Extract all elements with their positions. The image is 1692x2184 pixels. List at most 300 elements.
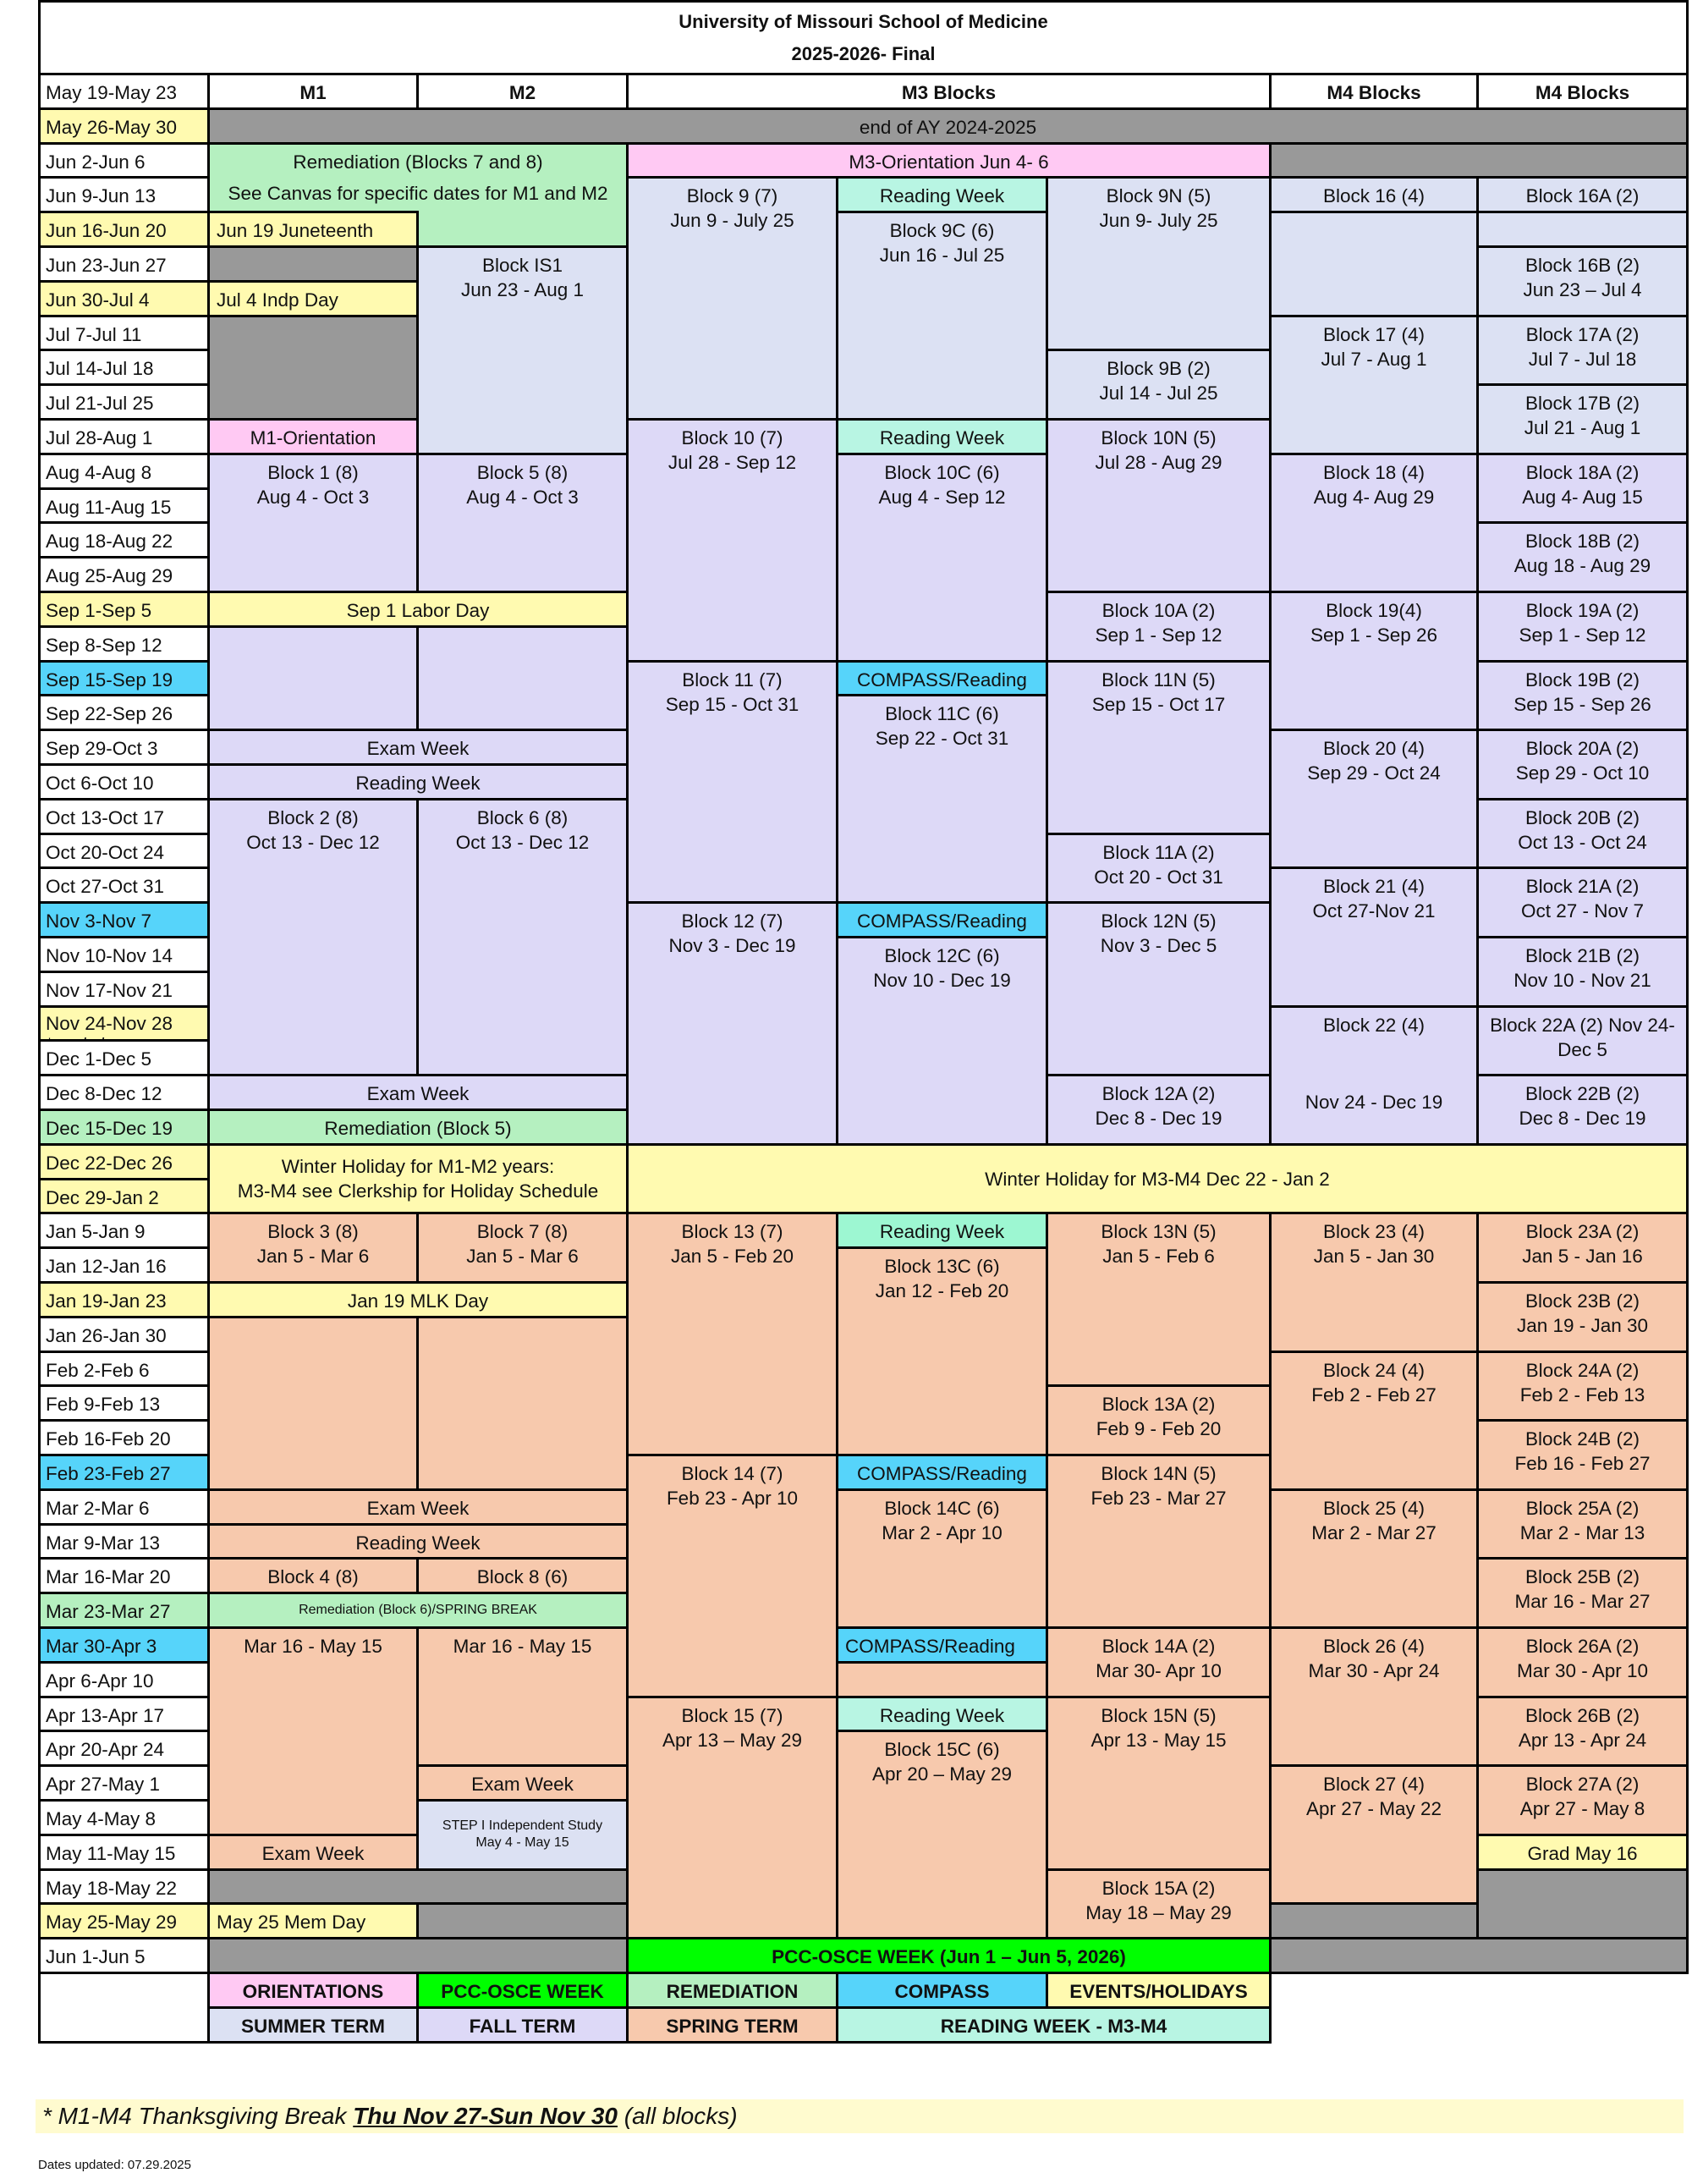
week-label-label: Aug 18-Aug 22 — [46, 531, 173, 553]
block-22a-label: Block 22A (2) Nov 24- Dec 5 — [1490, 1014, 1675, 1060]
block-25a — [1476, 1488, 1689, 1560]
week-label-label: Jun 2-Jun 6 — [46, 151, 146, 173]
block-18a-dates: Aug 4- Aug 15 — [1522, 486, 1643, 508]
pcc-osce-week-label: PCC-OSCE WEEK (Jun 1 – Jun 5, 2026) — [772, 1946, 1126, 1968]
block-12a — [1046, 1074, 1272, 1146]
reading-week-label: Reading Week — [355, 773, 481, 794]
block-9b — [1046, 349, 1272, 421]
block-23a-dates: Jan 5 - Jan 16 — [1522, 1246, 1643, 1268]
block-14n — [1046, 1454, 1272, 1629]
week-label — [38, 1730, 210, 1767]
week-label — [38, 1212, 210, 1249]
block-3 — [207, 1212, 419, 1284]
block-15-dates: Apr 13 – May 29 — [662, 1729, 803, 1751]
week-label-label: Sep 22-Sep 26 — [46, 703, 173, 725]
m4-summer-blank — [1269, 211, 1479, 316]
block-13-label: Block 13 (7) — [681, 1221, 783, 1243]
week-label-label: May 4-May 8 — [46, 1808, 157, 1829]
block-18a — [1476, 453, 1689, 525]
block-17b — [1476, 383, 1689, 455]
block-12a-dates: Dec 8 - Dec 19 — [1095, 1108, 1222, 1130]
week-label-label: Oct 20-Oct 24 — [46, 841, 165, 863]
week-label — [38, 245, 210, 283]
block-17-label: Block 17 (4) — [1322, 323, 1426, 345]
reading-week — [836, 176, 1048, 213]
block-25b-label: Block 25B (2) — [1524, 1566, 1640, 1588]
week-label-label: Jun 23-Jun 27 — [46, 255, 167, 276]
step1-study — [416, 1799, 629, 1871]
week-label — [38, 798, 210, 835]
block-19b — [1476, 660, 1689, 732]
week-label-label: Sep 29-Oct 3 — [46, 738, 158, 760]
block-25-dates: Mar 2 - Mar 27 — [1311, 1521, 1437, 1543]
block-11n-label: Block 11N (5) — [1101, 668, 1216, 690]
block-is1-label: Block IS1 — [481, 255, 563, 276]
block-16b — [1476, 245, 1689, 317]
week-label-label: Oct 27-Oct 31 — [46, 876, 165, 898]
block-11c-dates: Sep 22 - Oct 31 — [875, 728, 1009, 750]
week-label-label: Feb 16-Feb 20 — [46, 1428, 171, 1450]
legend-orientations-label: ORIENTATIONS — [242, 1981, 384, 2002]
block-14c-label: Block 14C (6) — [884, 1497, 1000, 1519]
column-header — [1476, 73, 1689, 110]
block-10a-dates: Sep 1 - Sep 12 — [1095, 624, 1222, 646]
week-label — [38, 1799, 210, 1836]
block-3-label: Block 3 (8) — [267, 1221, 359, 1243]
week-label-label: Nov 24-Nov 28 — [46, 1012, 173, 1034]
ay-end-banner — [207, 107, 1689, 145]
block-20b-label: Block 20B (2) — [1524, 806, 1640, 828]
legend-reading-week-label: READING WEEK - M3-M4 — [940, 2015, 1167, 2037]
block-7-label: Block 7 (8) — [476, 1221, 569, 1243]
block-24a-dates: Feb 2 - Feb 13 — [1519, 1384, 1645, 1406]
block-19 — [1269, 591, 1479, 731]
block-18a-label: Block 18A (2) — [1525, 461, 1640, 483]
week-label-label: May 19-May 23 — [46, 82, 178, 103]
block-21b-label: Block 21B (2) — [1524, 945, 1640, 966]
week-label — [38, 763, 210, 800]
block-15c — [836, 1730, 1048, 1939]
block-4-dates — [207, 1626, 419, 1836]
week-label-label: Jul 21-Jul 25 — [46, 393, 154, 415]
week-label — [38, 107, 210, 145]
block-4 — [207, 1557, 419, 1594]
block-5 — [416, 453, 629, 593]
labor-day-label: Sep 1 Labor Day — [346, 600, 490, 621]
block-4-dates-label: Mar 16 - May 15 — [244, 1636, 382, 1657]
block-24-dates: Feb 2 - Feb 27 — [1311, 1384, 1437, 1406]
m4-gray — [1476, 1868, 1689, 1940]
block-15n-label: Block 15N (5) — [1101, 1704, 1217, 1726]
block-4-label: Block 4 (8) — [267, 1566, 359, 1588]
legend-blank — [38, 1972, 210, 2044]
block-20a — [1476, 729, 1689, 800]
indp-day-label: Jul 4 Indp Day — [217, 289, 338, 311]
mem-day — [207, 1902, 419, 1939]
week-label-label: Apr 13-Apr 17 — [46, 1704, 165, 1726]
block-22a — [1476, 1005, 1689, 1077]
winter-holiday-m12 — [207, 1143, 629, 1215]
block-12c — [836, 936, 1048, 1146]
legend-spring-term-label: SPRING TERM — [666, 2015, 799, 2037]
week-label — [38, 1764, 210, 1802]
block-10n-label: Block 10N (5) — [1101, 427, 1217, 448]
week-label — [38, 1351, 210, 1388]
block-21a — [1476, 866, 1689, 938]
week-label — [38, 1384, 210, 1422]
block-26a-dates: Mar 30 - Apr 10 — [1516, 1660, 1649, 1681]
reading-week-label: Reading Week — [879, 1704, 1005, 1726]
column-header-label: M4 Blocks — [1535, 82, 1630, 103]
week-label — [38, 418, 210, 455]
block-1 — [207, 453, 419, 593]
block-17b-dates: Jul 21 - Aug 1 — [1524, 417, 1641, 439]
remediation-jun-label: Remediation (Blocks 7 and 8) — [293, 151, 543, 173]
week-label — [38, 1246, 210, 1284]
week-label-label: Jun 9-Jun 13 — [46, 185, 157, 207]
block-10a — [1046, 591, 1272, 663]
week-label — [38, 1868, 210, 1906]
block-15c-dates: Apr 20 – May 29 — [871, 1763, 1013, 1785]
ay-end-banner-label: end of AY 2024-2025 — [859, 116, 1037, 138]
block-19a — [1476, 591, 1689, 663]
block-14a-dates: Mar 30- Apr 10 — [1096, 1660, 1222, 1681]
block-16a-label: Block 16A (2) — [1525, 185, 1640, 207]
compass-reading — [836, 1626, 1048, 1664]
footnote-prefix: * M1-M4 Thanksgiving Break — [42, 2103, 354, 2129]
remediation-block6-label: Remediation (Block 6)/SPRING BREAK — [299, 1603, 537, 1618]
calendar-title-block — [38, 0, 1689, 75]
week-label — [38, 176, 210, 213]
block-9-label: Block 9 (7) — [686, 185, 778, 207]
exam-week — [207, 1074, 629, 1111]
legend-remediation-label: REMEDIATION — [666, 1981, 799, 2002]
m12-gray — [207, 1868, 629, 1906]
block-9c-dates: Jun 16 - Jul 25 — [879, 245, 1005, 267]
reading-week — [836, 1212, 1048, 1249]
block-24-label: Block 24 (4) — [1322, 1359, 1426, 1381]
week-label — [38, 1592, 210, 1629]
winter-holiday-m34-label: Winter Holiday for M3-M4 Dec 22 - Jan 2 — [985, 1168, 1330, 1190]
block-1-label: Block 1 (8) — [267, 461, 359, 483]
week-label — [38, 1109, 210, 1146]
week-label-label: Sep 15-Sep 19 — [46, 668, 173, 690]
block-22-label: Block 22 (4) — [1322, 1014, 1426, 1036]
block-9n-label: Block 9N (5) — [1106, 185, 1211, 207]
block-11c-label: Block 11C (6) — [885, 703, 999, 725]
block-24b-label: Block 24B (2) — [1524, 1428, 1640, 1450]
week-label-label: Mar 30-Apr 3 — [46, 1636, 157, 1657]
week-label — [38, 694, 210, 731]
week-label — [38, 1937, 210, 1974]
week-label — [38, 729, 210, 766]
block-23-dates: Jan 5 - Jan 30 — [1313, 1246, 1435, 1268]
block-26 — [1269, 1626, 1479, 1767]
block-6-label: Block 6 (8) — [476, 806, 569, 828]
week-label-label: Dec 29-Jan 2 — [46, 1186, 159, 1208]
block-14n-label: Block 14N (5) — [1101, 1463, 1217, 1484]
block-14 — [626, 1454, 838, 1698]
reading-week-label: Reading Week — [879, 185, 1005, 207]
legend-summer-term — [207, 2006, 419, 2044]
legend-spring-term — [626, 2006, 838, 2044]
block-13 — [626, 1212, 838, 1456]
week-label-label: Jul 7-Jul 11 — [46, 323, 142, 345]
block-21-dates: Oct 27-Nov 21 — [1312, 900, 1436, 922]
block-13n-label: Block 13N (5) — [1101, 1221, 1217, 1243]
exam-week-label: Exam Week — [366, 738, 470, 760]
week-label — [38, 625, 210, 663]
week-label — [38, 901, 210, 938]
legend-compass-label: COMPASS — [894, 1981, 990, 2002]
m1-gray — [207, 315, 419, 421]
block-14-label: Block 14 (7) — [681, 1463, 783, 1484]
block-20-dates: Sep 29 - Oct 24 — [1307, 762, 1441, 784]
m2-spring-blank — [416, 1316, 629, 1491]
exam-week — [207, 1834, 419, 1871]
block-12-label: Block 12 (7) — [681, 910, 783, 932]
block-10-dates: Jul 28 - Sep 12 — [667, 452, 797, 473]
week-label — [38, 280, 210, 317]
week-label-label: Aug 11-Aug 15 — [46, 496, 172, 518]
column-header — [207, 73, 419, 110]
block-13a-label: Block 13A (2) — [1101, 1394, 1216, 1416]
winter-holiday-m34 — [626, 1143, 1689, 1215]
block-23a — [1476, 1212, 1689, 1284]
step1-study-label: STEP I Independent Study May 4 - May 15 — [442, 1818, 603, 1851]
m1-fall-blank — [207, 625, 419, 731]
block-19b-dates: Sep 15 - Sep 26 — [1513, 693, 1651, 715]
block-25b — [1476, 1557, 1689, 1629]
week-label-label: Aug 25-Aug 29 — [46, 565, 173, 587]
m1-spring-blank — [207, 1316, 419, 1491]
block-20b-dates: Oct 13 - Oct 24 — [1518, 831, 1647, 853]
block-20b — [1476, 798, 1689, 870]
week-label-label: May 26-May 30 — [46, 116, 178, 138]
block-9n — [1046, 176, 1272, 351]
week-label — [38, 349, 210, 386]
block-7 — [416, 1212, 629, 1284]
week-label-label: May 11-May 15 — [46, 1842, 176, 1864]
week-label-label: Sep 8-Sep 12 — [46, 634, 162, 656]
week-label-label: Jul 28-Aug 1 — [46, 427, 153, 448]
week-label — [38, 591, 210, 628]
week-label — [38, 73, 210, 110]
week-label-label: Aug 4-Aug 8 — [46, 461, 152, 483]
remediation-block5 — [207, 1109, 629, 1146]
block-16b-dates: Jun 23 – Jul 4 — [1523, 279, 1642, 300]
block-9c — [836, 211, 1048, 421]
reading-week-label: Reading Week — [879, 1221, 1005, 1243]
week-label-label: Nov 10-Nov 14 — [46, 945, 173, 966]
juneteenth-label: Jun 19 Juneteenth — [217, 220, 374, 242]
week-label-label: Jan 26-Jan 30 — [46, 1324, 167, 1346]
block-13c-label: Block 13C (6) — [884, 1256, 1000, 1278]
block-17 — [1269, 315, 1479, 455]
compass-reading-label: COMPASS/Reading — [857, 668, 1027, 690]
week-label-label: Apr 20-Apr 24 — [46, 1739, 165, 1761]
block-19-dates: Sep 1 - Sep 26 — [1310, 624, 1438, 646]
block-22b-dates: Dec 8 - Dec 19 — [1519, 1108, 1646, 1130]
block-27 — [1269, 1764, 1479, 1905]
dates-updated: Dates updated: 07.29.2025 — [38, 2158, 191, 2172]
week-label — [38, 1178, 210, 1215]
block-13a — [1046, 1384, 1272, 1456]
block-18b-label: Block 18B (2) — [1524, 531, 1640, 553]
block-23 — [1269, 1212, 1479, 1352]
block-10a-label: Block 10A (2) — [1101, 600, 1216, 621]
calendar-title: University of Missouri School of Medicine — [678, 10, 1048, 32]
week-label — [38, 1281, 210, 1318]
block-11-label: Block 11 (7) — [682, 668, 783, 690]
block-15a-label: Block 15A (2) — [1101, 1877, 1216, 1899]
block-21-label: Block 21 (4) — [1322, 876, 1426, 898]
week-label — [38, 1557, 210, 1594]
week-label-label: Nov 3-Nov 7 — [46, 910, 152, 932]
block-1-dates: Aug 4 - Oct 3 — [256, 486, 370, 508]
week-label — [38, 936, 210, 973]
week-label — [38, 142, 210, 179]
m3-orientation-label: M3-Orientation Jun 4- 6 — [849, 151, 1049, 173]
block-20-label: Block 20 (4) — [1322, 738, 1426, 760]
week-label-label: Sep 1-Sep 5 — [46, 600, 152, 621]
block-9n-dates: Jun 9- July 25 — [1099, 210, 1218, 232]
block-15a-dates: May 18 – May 29 — [1085, 1901, 1232, 1923]
block-10c-dates: Aug 4 - Sep 12 — [878, 486, 1006, 508]
block-26a — [1476, 1626, 1689, 1698]
mlk-day-label: Jan 19 MLK Day — [347, 1290, 489, 1312]
block-27a — [1476, 1764, 1689, 1836]
week-label — [38, 453, 210, 490]
week-label — [38, 556, 210, 593]
block-18b — [1476, 521, 1689, 593]
week-label-label: Feb 9-Feb 13 — [46, 1394, 161, 1416]
week-label — [38, 521, 210, 558]
week-label-label: Jun 30-Jul 4 — [46, 289, 150, 311]
block-25 — [1269, 1488, 1479, 1629]
block-10n — [1046, 418, 1272, 593]
footnote-suffix: (all blocks) — [617, 2103, 738, 2129]
week-label — [38, 971, 210, 1008]
block-3-dates: Jan 5 - Mar 6 — [256, 1246, 370, 1268]
m3-spring-blank — [836, 1661, 1048, 1698]
block-is1 — [416, 245, 629, 455]
remediation-block6 — [207, 1592, 629, 1629]
compass-reading-label: COMPASS/Reading — [845, 1636, 1015, 1657]
week-label-label: May 18-May 22 — [46, 1877, 178, 1899]
m3-orientation — [626, 142, 1272, 179]
week-label-label: Jan 5-Jan 9 — [46, 1221, 146, 1243]
week-label — [38, 1661, 210, 1698]
block-15 — [626, 1696, 838, 1940]
block-21 — [1269, 866, 1479, 1007]
week-label-label: Oct 6-Oct 10 — [46, 773, 154, 794]
block-19a-label: Block 19A (2) — [1525, 600, 1640, 621]
block-21b — [1476, 936, 1689, 1008]
block-15n-dates: Apr 13 - May 15 — [1090, 1729, 1227, 1751]
week-label — [38, 1039, 210, 1076]
legend-orientations — [207, 1972, 419, 2009]
column-header-label: M1 — [299, 82, 327, 103]
week-label — [38, 1488, 210, 1526]
block-8-label: Block 8 (6) — [476, 1566, 569, 1588]
week-label-label: Nov 17-Nov 21 — [46, 979, 173, 1001]
week-label — [38, 1902, 210, 1939]
block-16b-label: Block 16B (2) — [1524, 255, 1640, 276]
legend-pcc-osce-label: PCC-OSCE WEEK — [441, 1981, 604, 2002]
exam-week-label: Exam Week — [366, 1497, 470, 1519]
block-10n-dates: Jul 28 - Aug 29 — [1095, 452, 1222, 473]
block-11n-dates: Sep 15 - Oct 17 — [1091, 693, 1226, 715]
block-26b — [1476, 1696, 1689, 1768]
footnote-emphasis: Thu Nov 27-Sun Nov 30 — [353, 2103, 618, 2129]
compass-reading — [836, 901, 1048, 938]
exam-week-label: Exam Week — [471, 1774, 574, 1796]
week-label-label: Oct 13-Oct 17 — [46, 806, 165, 828]
compass-reading — [836, 660, 1048, 697]
block-16 — [1269, 176, 1479, 213]
block-18 — [1269, 453, 1479, 593]
calendar-subtitle: 2025-2026- Final — [791, 42, 936, 64]
mem-day-label: May 25 Mem Day — [217, 1912, 366, 1934]
block-21a-label: Block 21A (2) — [1525, 876, 1640, 898]
block-5-dates: Aug 4 - Oct 3 — [466, 486, 579, 508]
week-label — [38, 315, 210, 352]
block-16a — [1476, 176, 1689, 213]
legend-pcc-osce — [416, 1972, 629, 2009]
block-10c-label: Block 10C (6) — [884, 461, 1000, 483]
block-12-dates: Nov 3 - Dec 19 — [668, 935, 796, 957]
block-7-dates: Jan 5 - Mar 6 — [466, 1246, 579, 1268]
block-24b-dates: Feb 16 - Feb 27 — [1514, 1453, 1651, 1475]
block-14a — [1046, 1626, 1272, 1698]
block-12c-label: Block 12C (6) — [884, 945, 1000, 966]
m4-gray — [1269, 142, 1689, 179]
column-header — [626, 73, 1272, 110]
block-12c-dates: Nov 10 - Dec 19 — [873, 970, 1011, 991]
block-26a-label: Block 26A (2) — [1525, 1636, 1640, 1657]
week-label-label: Apr 27-May 1 — [46, 1774, 161, 1796]
legend-remediation — [626, 1972, 838, 2009]
week-label — [38, 1074, 210, 1111]
block-22 — [1269, 1005, 1479, 1146]
week-label — [38, 1696, 210, 1733]
block-17a — [1476, 315, 1689, 387]
block-20a-dates: Sep 29 - Oct 10 — [1515, 762, 1650, 784]
week-label — [38, 1834, 210, 1871]
week-label — [38, 833, 210, 870]
m1-gray — [207, 245, 419, 283]
week-label-label: Jun 16-Jun 20 — [46, 220, 167, 242]
m2-gray — [416, 1902, 629, 1939]
block-22b-label: Block 22B (2) — [1524, 1083, 1640, 1105]
block-5-label: Block 5 (8) — [476, 461, 569, 483]
block-24 — [1269, 1351, 1479, 1491]
block-25-label: Block 25 (4) — [1322, 1497, 1426, 1519]
block-14c — [836, 1488, 1048, 1629]
week-label-label: Mar 23-Mar 27 — [46, 1601, 171, 1623]
week-label-label: Feb 2-Feb 6 — [46, 1359, 150, 1381]
block-9b-dates: Jul 14 - Jul 25 — [1099, 382, 1218, 404]
reading-week — [207, 1523, 629, 1560]
block-9 — [626, 176, 838, 421]
exam-week-label: Exam Week — [261, 1842, 365, 1864]
block-25a-label: Block 25A (2) — [1525, 1497, 1640, 1519]
block-2 — [207, 798, 419, 1076]
block-14-dates: Feb 23 - Apr 10 — [666, 1488, 799, 1509]
block-23b-dates: Jan 19 - Jan 30 — [1516, 1315, 1649, 1336]
exam-week-label: Exam Week — [366, 1083, 470, 1105]
